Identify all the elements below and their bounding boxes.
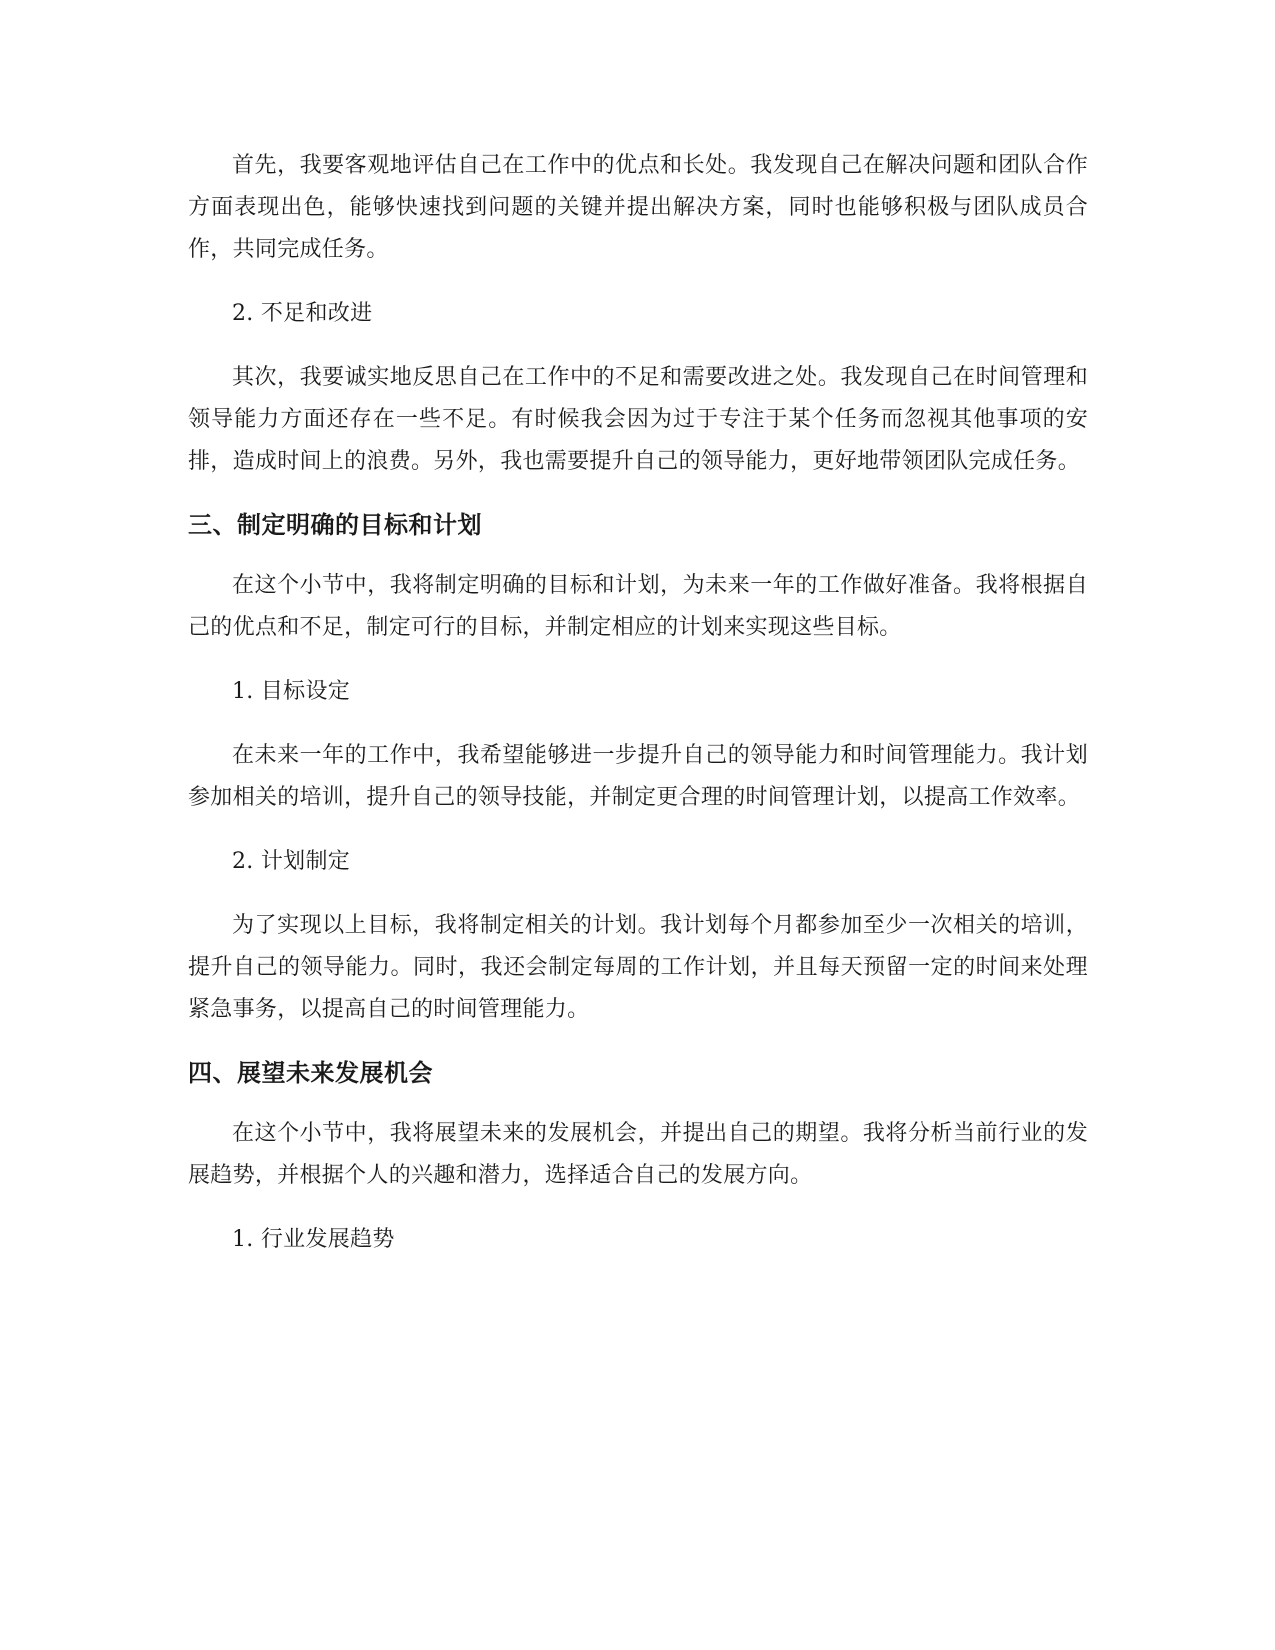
paragraph-future-intro: 在这个小节中，我将展望未来的发展机会，并提出自己的期望。我将分析当前行业的发展趋势，并根据个人的兴趣和潜力，选择适合自己的发展方向。 (188, 1121, 1088, 1188)
list-item-planning: 2. 计划制定 (232, 849, 351, 874)
paragraph-shortcomings: 其次，我要诚实地反思自己在工作中的不足和需要改进之处。我发现自己在时间管理和领导能力方面还存在一些不足。有时候我会因为过于专注于某个任务而忽视其他事项的安排，造成时间上的浪费。另外，我也需要提升自己的领导能力，更好地带领团队完成任务。 (188, 365, 1088, 474)
list-item-goal-setting: 1. 目标设定 (232, 679, 351, 704)
paragraph-planning: 为了实现以上目标，我将制定相关的计划。我计划每个月都参加至少一次相关的培训，提升自己的领导能力。同时，我还会制定每周的工作计划，并且每天预留一定的时间来处理紧急事务，以提高自己的时间管理能力。 (188, 913, 1088, 1022)
paragraph-strengths: 首先，我要客观地评估自己在工作中的优点和长处。我发现自己在解决问题和团队合作方面表现出色，能够快速找到问题的关键并提出解决方案，同时也能够积极与团队成员合作，共同完成任务。 (188, 153, 1088, 262)
list-item-shortcomings: 2. 不足和改进 (232, 301, 373, 326)
section-heading-future: 四、展望未来发展机会 (188, 1059, 433, 1087)
section-heading-goals: 三、制定明确的目标和计划 (188, 511, 482, 539)
document-body (188, 145, 1088, 1283)
paragraph-goal-setting: 在未来一年的工作中，我希望能够进一步提升自己的领导能力和时间管理能力。我计划参加相关的培训，提升自己的领导技能，并制定更合理的时间管理计划，以提高工作效率。 (188, 743, 1088, 810)
paragraph-goals-intro: 在这个小节中，我将制定明确的目标和计划，为未来一年的工作做好准备。我将根据自己的优点和不足，制定可行的目标，并制定相应的计划来实现这些目标。 (188, 573, 1088, 640)
list-item-industry-trends: 1. 行业发展趋势 (232, 1227, 395, 1252)
